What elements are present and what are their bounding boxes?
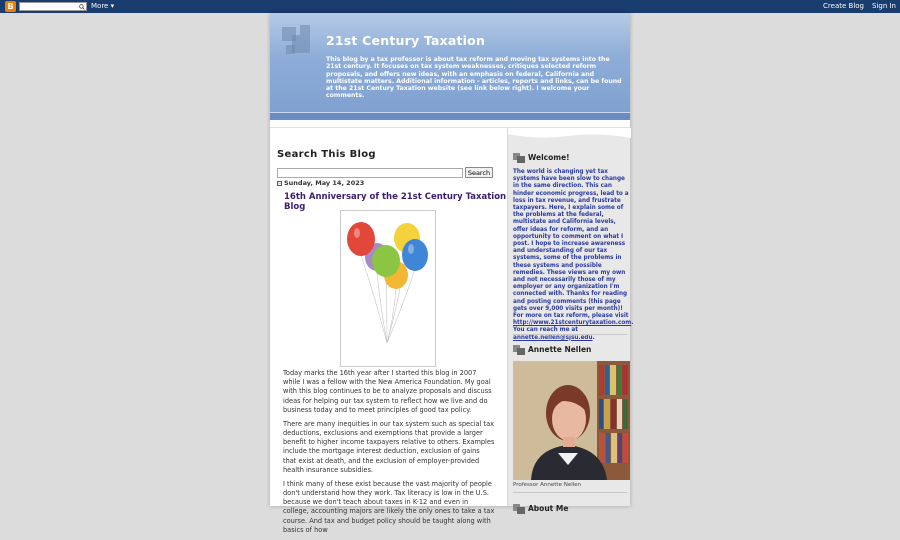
blogger-logo-icon[interactable]: B — [5, 1, 16, 12]
sidebar — [507, 128, 634, 513]
header-divider — [270, 120, 630, 128]
welcome-heading: Welcome! — [528, 152, 570, 162]
about-heading-row — [513, 502, 568, 514]
welcome-end: . — [592, 334, 595, 341]
post-date: Sunday, May 14, 2023 — [284, 179, 365, 187]
sidebar-top-curve — [508, 128, 631, 142]
email-link[interactable]: annette.nellen@sjsu.edu — [513, 334, 593, 341]
website-link[interactable]: http://www.21stcenturytaxation.com — [513, 320, 632, 327]
about-heading: About Me — [528, 503, 569, 513]
contact-prefix: . You can reach me at — [513, 320, 634, 334]
search-button[interactable]: Search — [465, 167, 493, 178]
welcome-body: The world is changing yet tax systems have been slow to change in the same direction. This can hinder economic progress, lead to a loss in tax revenue, and frustrate taxpayers. Here, I explain some of the problems at the federal, multistate and California levels, offer ideas for reform, and an opportunity to comment on what I post. I hope to increase awareness and understanding of our tax systems, some of the problems in these systems and possible remedies. These views are my own and not necessarily those of my employer or any organization I'm connected with. Thanks for reading and posting comments (this page gets over 9,000 visits per month)! For more on tax reform, please visit — [513, 169, 629, 320]
post-paragraph: I think many of these exist because the vast majority of people don't understand how they work. Tax literacy is low in the U.S. because we don't teach about taxes in K-12 and even in college, accounting majors are likely the only ones to take a tax course. And tax and budget policy should be taught along with basics of how — [283, 479, 495, 534]
blog-description: This blog by a tax professor is about tax reform and moving tax systems into the 21st century. It focuses on tax system weaknesses, critiques selected reform proposals, and offers new ideas, with an emphasis on federal, California and multistate matters. Additional information - articles, reports and links, can be found at the 21st Century Taxation website (see link below right). I welcome your comments. — [326, 56, 622, 100]
balloons-image[interactable] — [340, 210, 436, 367]
post-paragraph: There are many inequities in our tax system such as special tax deductions, exclusions and exemptions that provide a larger benefit to higher income taxpayers relative to others. Examples include the mortgage interest deduction, exclusion of gains that exist at death, and the exclusion of employer-provided health insurance subsidies. — [283, 419, 495, 474]
post-title[interactable]: 16th Anniversary of the 21st Century Taxation Blog — [284, 192, 507, 212]
heading-squares-icon — [513, 151, 525, 163]
post-body — [283, 369, 495, 540]
blog-title[interactable]: 21st Century Taxation — [326, 33, 486, 48]
heading-squares-icon — [513, 502, 525, 514]
more-menu[interactable] — [91, 0, 114, 13]
profile-portrait — [513, 361, 630, 480]
balloons-illustration — [341, 211, 437, 368]
main-column — [270, 128, 507, 534]
navbar-search-input[interactable] — [19, 2, 87, 11]
header-decoration — [300, 25, 310, 35]
blog-container — [270, 13, 634, 534]
profile-caption: Professor Annette Nellen — [513, 482, 582, 488]
collapse-toggle-icon[interactable]: − — [278, 181, 282, 186]
blogger-navbar — [0, 0, 900, 13]
search-icon[interactable] — [78, 2, 86, 11]
sign-in-link[interactable]: Sign In — [872, 2, 896, 10]
more-label: More — [91, 2, 109, 10]
heading-squares-icon — [513, 343, 525, 355]
chevron-down-icon: ▾ — [108, 2, 115, 10]
sidebar-divider — [513, 492, 627, 493]
create-blog-link[interactable]: Create Blog — [823, 2, 864, 10]
header-band — [270, 112, 630, 120]
blog-header — [270, 13, 630, 120]
welcome-text — [513, 169, 634, 342]
search-heading: Search This Blog — [277, 149, 376, 160]
sidebar-divider — [513, 334, 627, 335]
profile-heading-row — [513, 343, 591, 355]
blog-search-input[interactable] — [277, 168, 463, 178]
header-decoration — [286, 45, 295, 54]
welcome-heading-row — [513, 151, 570, 163]
post-paragraph: Today marks the 16th year after I started this blog in 2007 while I was a fellow with the New America Foundation. My goal with this blog continues to be to analyze proposals and discuss ideas for helping our tax system to reflect how we live and do business today and to meet principles of good tax policy. — [283, 369, 492, 414]
profile-photo[interactable] — [513, 361, 630, 480]
profile-heading: Annette Nellen — [528, 344, 592, 354]
